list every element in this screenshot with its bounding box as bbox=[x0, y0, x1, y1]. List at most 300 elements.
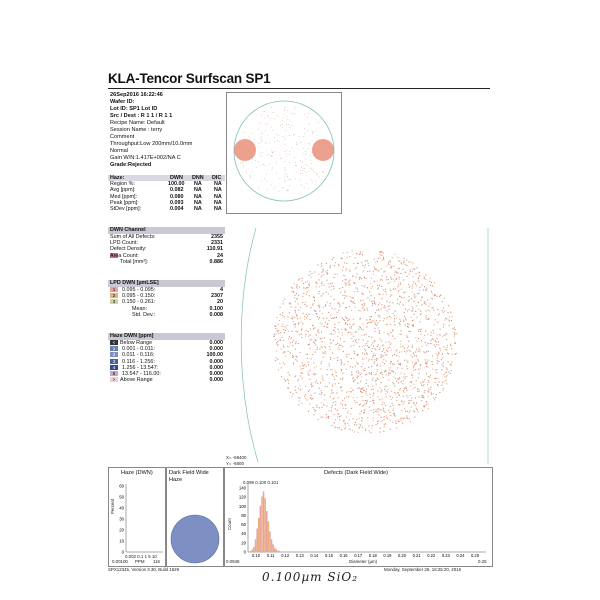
defect-dot bbox=[348, 320, 349, 321]
defect-dot bbox=[284, 364, 285, 365]
defect-dot bbox=[419, 275, 420, 276]
defect-dot bbox=[305, 336, 306, 337]
defect-dot bbox=[356, 342, 357, 343]
defect-dot bbox=[391, 350, 392, 351]
defect-dot bbox=[394, 392, 395, 393]
defect-dot bbox=[359, 254, 360, 255]
defect-dot bbox=[425, 362, 426, 363]
defect-dot bbox=[298, 295, 299, 296]
defect-dot bbox=[307, 362, 308, 363]
defect-dot bbox=[356, 267, 357, 268]
header-datetime: 26Sep2016 16:22:46 bbox=[110, 92, 163, 98]
defect-dot bbox=[268, 190, 269, 191]
defect-dot bbox=[345, 408, 346, 409]
defect-dot bbox=[384, 424, 385, 425]
defect-dot bbox=[400, 363, 401, 364]
defect-dot bbox=[446, 376, 447, 377]
defect-dot bbox=[322, 171, 323, 172]
defect-dot bbox=[305, 288, 306, 289]
defect-dot bbox=[355, 287, 356, 288]
defect-dot bbox=[300, 307, 301, 308]
defect-dot bbox=[379, 399, 380, 400]
defect-dot bbox=[400, 284, 401, 285]
defect-dot bbox=[319, 286, 320, 287]
defect-dot bbox=[394, 386, 395, 387]
defect-dot bbox=[415, 405, 416, 406]
defect-dot bbox=[445, 372, 446, 373]
defect-dot bbox=[388, 410, 389, 411]
defect-dot bbox=[283, 329, 284, 330]
defect-dot bbox=[396, 349, 397, 350]
defect-dot bbox=[371, 359, 372, 360]
defect-dot bbox=[366, 358, 367, 359]
defect-dot bbox=[308, 143, 309, 144]
defect-dot bbox=[427, 310, 428, 311]
lpd-bin-3: 3 0.150 - 0.261: 20 bbox=[108, 299, 225, 305]
defect-dot bbox=[404, 418, 405, 419]
defect-dot bbox=[316, 181, 317, 182]
defect-dot bbox=[382, 259, 383, 260]
defect-dot bbox=[378, 327, 379, 328]
defect-dot bbox=[381, 286, 382, 287]
defect-dot bbox=[456, 333, 457, 334]
defect-dot bbox=[367, 323, 368, 324]
defect-dot bbox=[397, 273, 398, 274]
defect-dot bbox=[412, 356, 413, 357]
tick-label: 60 bbox=[119, 483, 124, 489]
defect-dot bbox=[430, 389, 431, 390]
defect-dot bbox=[298, 379, 299, 380]
defect-dot bbox=[426, 279, 427, 280]
defect-dot bbox=[322, 271, 323, 272]
defect-dot bbox=[318, 319, 319, 320]
defect-dot bbox=[365, 391, 366, 392]
defect-dot bbox=[360, 413, 361, 414]
defect-dot bbox=[370, 397, 371, 398]
defect-dot bbox=[304, 304, 305, 305]
defect-dot bbox=[345, 423, 346, 424]
tick-label: 50 bbox=[119, 494, 124, 500]
defect-dot bbox=[376, 325, 377, 326]
defect-dot bbox=[311, 358, 312, 359]
defect-dot bbox=[286, 116, 287, 117]
defect-dot bbox=[299, 179, 300, 180]
defect-dot bbox=[413, 326, 414, 327]
defect-dot bbox=[370, 319, 371, 320]
defect-dot bbox=[309, 344, 310, 345]
defect-dot bbox=[365, 265, 366, 266]
defect-dot bbox=[444, 298, 445, 299]
defect-dot bbox=[451, 362, 452, 363]
defect-dot bbox=[400, 302, 401, 303]
defect-dot bbox=[380, 338, 381, 339]
defect-dot bbox=[295, 301, 296, 302]
defect-dot bbox=[353, 319, 354, 320]
defect-dot bbox=[330, 343, 331, 344]
defect-dot bbox=[284, 144, 285, 145]
diameter-tick: 0.12 bbox=[281, 553, 290, 558]
defect-dot bbox=[403, 261, 404, 262]
defect-dot bbox=[380, 294, 381, 295]
defect-dot bbox=[296, 314, 297, 315]
defect-dot bbox=[387, 301, 388, 302]
defect-dot bbox=[293, 340, 294, 341]
defect-dot bbox=[330, 296, 331, 297]
defect-dot bbox=[320, 363, 321, 364]
defect-dot bbox=[376, 380, 377, 381]
defect-dot bbox=[416, 408, 417, 409]
defect-dot bbox=[392, 257, 393, 258]
defect-dot bbox=[302, 302, 303, 303]
defect-dot bbox=[306, 152, 307, 153]
defect-dot bbox=[330, 357, 331, 358]
defect-dot bbox=[347, 361, 348, 362]
defect-dot bbox=[446, 371, 447, 372]
defect-dot bbox=[394, 321, 395, 322]
defect-dot bbox=[429, 310, 430, 311]
defect-dot bbox=[295, 107, 296, 108]
defect-dot bbox=[367, 400, 368, 401]
defect-dot bbox=[301, 369, 302, 370]
defect-dot bbox=[371, 374, 372, 375]
defect-dot bbox=[294, 326, 295, 327]
defect-dot bbox=[383, 355, 384, 356]
defect-dot bbox=[321, 276, 322, 277]
defect-dot bbox=[262, 152, 263, 153]
defect-dot bbox=[361, 420, 362, 421]
defect-dot bbox=[310, 271, 311, 272]
defect-dot bbox=[312, 354, 313, 355]
defect-dot bbox=[373, 389, 374, 390]
defect-dot bbox=[366, 278, 367, 279]
defect-dot bbox=[310, 370, 311, 371]
defect-dot bbox=[428, 306, 429, 307]
defect-dot bbox=[363, 339, 364, 340]
defect-dot bbox=[346, 392, 347, 393]
defect-dot bbox=[310, 168, 311, 169]
defect-dot bbox=[418, 280, 419, 281]
defect-dot bbox=[424, 390, 425, 391]
defect-dot bbox=[374, 361, 375, 362]
defect-dot bbox=[311, 160, 312, 161]
defect-dot bbox=[362, 406, 363, 407]
defect-dot bbox=[266, 174, 267, 175]
header-src-dest: Src / Dest : R 1 1 / R 1 1 bbox=[110, 113, 173, 119]
defect-dot bbox=[283, 114, 284, 115]
defect-dot bbox=[401, 262, 402, 263]
defect-dot bbox=[338, 347, 339, 348]
defect-dot bbox=[399, 304, 400, 305]
defect-dot bbox=[309, 314, 310, 315]
defect-dot bbox=[437, 378, 438, 379]
defect-dot bbox=[400, 344, 401, 345]
defect-dot bbox=[404, 312, 405, 313]
defect-dot bbox=[315, 393, 316, 394]
defect-dot bbox=[373, 271, 374, 272]
defect-dot bbox=[325, 304, 326, 305]
defect-dot bbox=[319, 291, 320, 292]
defect-dot bbox=[345, 427, 346, 428]
defect-dot bbox=[418, 309, 419, 310]
defect-dot bbox=[258, 188, 259, 189]
defect-dot bbox=[338, 397, 339, 398]
defect-dot bbox=[373, 274, 374, 275]
defect-dot bbox=[388, 283, 389, 284]
defect-dot bbox=[326, 271, 327, 272]
defect-dot bbox=[349, 306, 350, 307]
defect-dot bbox=[370, 401, 371, 402]
haze-bin-above: > Above Range 0.000 bbox=[108, 377, 225, 383]
defect-dot bbox=[411, 375, 412, 376]
defect-dot bbox=[277, 331, 278, 332]
defect-dot bbox=[282, 120, 283, 121]
defect-dot bbox=[376, 358, 377, 359]
defect-dot bbox=[306, 334, 307, 335]
count-bar bbox=[268, 521, 270, 552]
defect-dot bbox=[410, 421, 411, 422]
defect-dot bbox=[301, 329, 302, 330]
defect-dot bbox=[296, 331, 297, 332]
defect-dot bbox=[284, 174, 285, 175]
defect-dot bbox=[302, 365, 303, 366]
defect-dot bbox=[409, 350, 410, 351]
defect-dot bbox=[303, 148, 304, 149]
defect-dot bbox=[372, 342, 373, 343]
defect-dot bbox=[346, 268, 347, 269]
defect-dot bbox=[449, 321, 450, 322]
defect-dot bbox=[375, 312, 376, 313]
defect-dot bbox=[359, 279, 360, 280]
defect-dot bbox=[407, 347, 408, 348]
defect-dot bbox=[324, 337, 325, 338]
defect-dot bbox=[386, 416, 387, 417]
haze-bin-2: 2 0.011 - 0.116: 100.00 bbox=[108, 352, 225, 358]
defect-dot bbox=[330, 349, 331, 350]
defect-dot bbox=[330, 303, 331, 304]
defect-dot bbox=[382, 275, 383, 276]
defect-dot bbox=[423, 384, 424, 385]
defect-dot bbox=[276, 342, 277, 343]
defect-dot bbox=[290, 392, 291, 393]
defect-dot bbox=[372, 386, 373, 387]
haze-bin-below: < Below Range 0.000 bbox=[108, 340, 225, 346]
defect-dot bbox=[428, 351, 429, 352]
defect-dot bbox=[396, 271, 397, 272]
defect-dot bbox=[341, 360, 342, 361]
defect-dot bbox=[342, 280, 343, 281]
defect-dot bbox=[424, 352, 425, 353]
defect-dot bbox=[375, 355, 376, 356]
defect-dot bbox=[307, 117, 308, 118]
defect-dot bbox=[401, 420, 402, 421]
defect-dot bbox=[358, 370, 359, 371]
defect-dot bbox=[296, 299, 297, 300]
defect-dot bbox=[301, 322, 302, 323]
defect-dot bbox=[421, 396, 422, 397]
defect-dot bbox=[271, 150, 272, 151]
count-bar bbox=[274, 548, 276, 552]
defect-dot bbox=[405, 272, 406, 273]
defect-dot bbox=[268, 154, 269, 155]
defect-dot bbox=[298, 324, 299, 325]
haze-wafer-map bbox=[166, 468, 224, 566]
defect-dot bbox=[402, 403, 403, 404]
defect-dot bbox=[308, 188, 309, 189]
defect-dot bbox=[428, 388, 429, 389]
defect-dot bbox=[320, 322, 321, 323]
defect-dot bbox=[306, 287, 307, 288]
defect-dot bbox=[446, 339, 447, 340]
defect-dot bbox=[442, 336, 443, 337]
defect-dot bbox=[276, 115, 277, 116]
defect-dot bbox=[332, 352, 333, 353]
defect-dot bbox=[431, 340, 432, 341]
defect-dot bbox=[432, 298, 433, 299]
defect-dot bbox=[379, 409, 380, 410]
defect-dot bbox=[445, 320, 446, 321]
defect-dot bbox=[289, 347, 290, 348]
defect-dot bbox=[324, 285, 325, 286]
defect-dot bbox=[437, 358, 438, 359]
defect-dot bbox=[327, 374, 328, 375]
defect-dot bbox=[385, 391, 386, 392]
defect-dot bbox=[322, 313, 323, 314]
defect-dot bbox=[373, 412, 374, 413]
defect-dot bbox=[378, 309, 379, 310]
defect-dot bbox=[448, 371, 449, 372]
defect-dot bbox=[427, 384, 428, 385]
defect-dot bbox=[385, 354, 386, 355]
defect-dot bbox=[328, 363, 329, 364]
defect-dot bbox=[427, 299, 428, 300]
diameter-max: 0.25 bbox=[478, 559, 487, 564]
defect-dot bbox=[331, 407, 332, 408]
defect-dot bbox=[426, 315, 427, 316]
defect-dot bbox=[286, 190, 287, 191]
defect-dot bbox=[427, 367, 428, 368]
defect-dot bbox=[315, 382, 316, 383]
dwn-row-total: Total [mm²]: 0.886 bbox=[120, 258, 223, 265]
defect-dot bbox=[386, 361, 387, 362]
defect-dot bbox=[434, 324, 435, 325]
defect-dot bbox=[374, 348, 375, 349]
diameter-tick: 0.14 bbox=[310, 553, 319, 558]
defect-dot bbox=[309, 379, 310, 380]
defect-dot bbox=[367, 341, 368, 342]
defect-dot bbox=[424, 278, 425, 279]
defect-dot bbox=[371, 351, 372, 352]
defect-dot bbox=[274, 112, 275, 113]
defect-dot bbox=[441, 385, 442, 386]
defect-dot bbox=[410, 261, 411, 262]
defect-dot bbox=[256, 167, 257, 168]
defect-dot bbox=[431, 392, 432, 393]
defect-dot bbox=[382, 374, 383, 375]
defect-dot bbox=[275, 360, 276, 361]
defect-dot bbox=[303, 368, 304, 369]
defect-dot bbox=[274, 151, 275, 152]
defect-dot bbox=[272, 152, 273, 153]
wafer-thumbnail bbox=[227, 93, 341, 213]
defect-dot bbox=[344, 341, 345, 342]
defect-dot bbox=[289, 374, 290, 375]
defect-dot bbox=[254, 157, 255, 158]
defect-dot bbox=[331, 369, 332, 370]
haze-bin-4: 4 1.256 - 13.547: 0.000 bbox=[108, 365, 225, 371]
defect-dot bbox=[435, 378, 436, 379]
haze-histogram-panel bbox=[108, 467, 167, 567]
defect-dot bbox=[288, 338, 289, 339]
defect-dot bbox=[361, 376, 362, 377]
defect-dot bbox=[409, 299, 410, 300]
defect-dot bbox=[354, 351, 355, 352]
defect-dot bbox=[397, 397, 398, 398]
defect-dot bbox=[445, 349, 446, 350]
defect-dot bbox=[396, 279, 397, 280]
defect-dot bbox=[284, 180, 285, 181]
defect-dot bbox=[425, 274, 426, 275]
defect-dot bbox=[336, 392, 337, 393]
defect-dot bbox=[308, 372, 309, 373]
defect-dot bbox=[414, 364, 415, 365]
defect-dot bbox=[406, 376, 407, 377]
defect-dot bbox=[400, 283, 401, 284]
defect-dot bbox=[345, 323, 346, 324]
defect-dot bbox=[401, 263, 402, 264]
defect-dot bbox=[371, 295, 372, 296]
defect-dot bbox=[332, 308, 333, 309]
defect-dot bbox=[312, 133, 313, 134]
defect-dot bbox=[357, 377, 358, 378]
defect-dot bbox=[389, 370, 390, 371]
defect-dot bbox=[422, 304, 423, 305]
defect-dot bbox=[354, 303, 355, 304]
defect-dot bbox=[354, 432, 355, 433]
defect-dot bbox=[311, 273, 312, 274]
defect-dot bbox=[392, 422, 393, 423]
defect-dot bbox=[382, 362, 383, 363]
defect-dot bbox=[291, 338, 292, 339]
defect-dot bbox=[409, 287, 410, 288]
defect-dot bbox=[444, 311, 445, 312]
defect-dot bbox=[363, 307, 364, 308]
defect-dot bbox=[362, 418, 363, 419]
defect-dot bbox=[283, 303, 284, 304]
defect-dot bbox=[430, 285, 431, 286]
defect-dot bbox=[332, 384, 333, 385]
defect-dot bbox=[443, 324, 444, 325]
defect-dot bbox=[431, 291, 432, 292]
defect-dot bbox=[384, 419, 385, 420]
defect-dot bbox=[447, 347, 448, 348]
defect-dot bbox=[384, 363, 385, 364]
defect-dot bbox=[295, 324, 296, 325]
defect-dot bbox=[304, 396, 305, 397]
defect-dot bbox=[429, 281, 430, 282]
defect-dot bbox=[367, 287, 368, 288]
defect-dot bbox=[296, 287, 297, 288]
defect-dot bbox=[447, 349, 448, 350]
defect-dot bbox=[341, 369, 342, 370]
defect-dot bbox=[323, 357, 324, 358]
tick-label: 60 bbox=[241, 522, 246, 528]
defect-dot bbox=[266, 155, 267, 156]
defect-dot bbox=[343, 267, 344, 268]
defect-dot bbox=[288, 383, 289, 384]
defect-dot bbox=[314, 172, 315, 173]
defect-dot bbox=[249, 138, 250, 139]
defect-dot bbox=[353, 358, 354, 359]
